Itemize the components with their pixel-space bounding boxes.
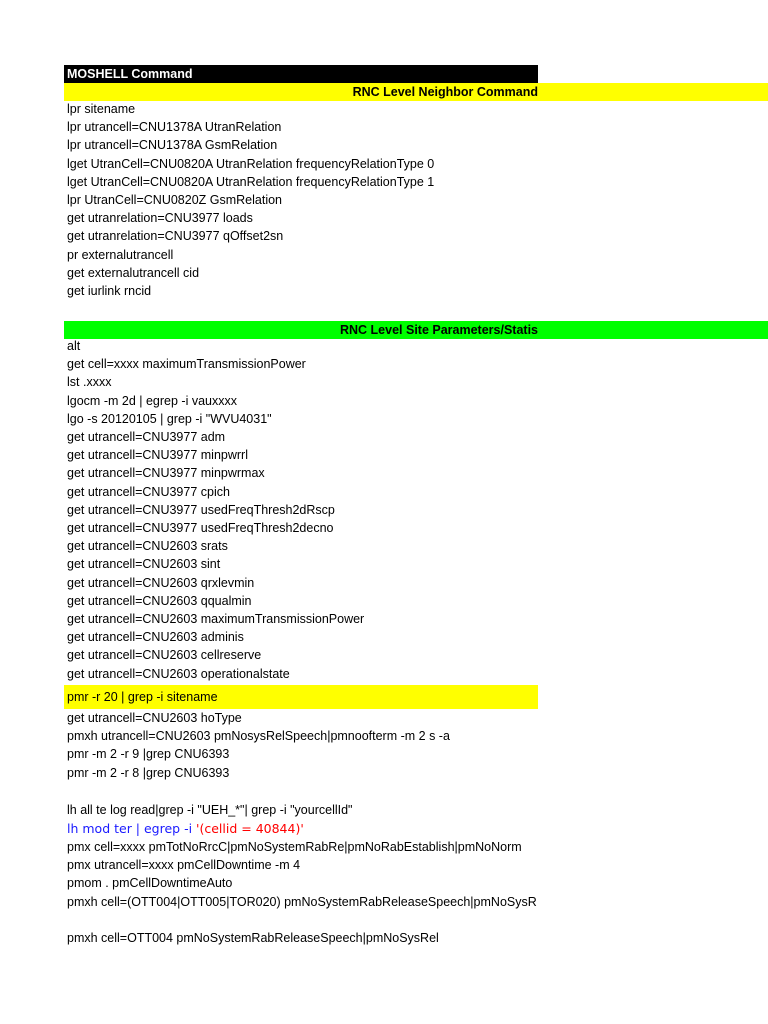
command-text: pmx utrancell=xxxx pmCellDowntime -m 4 (67, 858, 301, 873)
command-text: get utrancell=CNU2603 adminis (67, 630, 244, 645)
command-text: get utrancell=CNU2603 hoType (67, 711, 242, 725)
command-text: get utrancell=CNU2603 cellreserve (67, 648, 262, 663)
section-banner-site-params-label: RNC Level Site Parameters/Statis (339, 323, 538, 337)
command-row[interactable] (64, 446, 538, 464)
command-row[interactable] (64, 246, 538, 264)
command-row[interactable] (64, 501, 538, 519)
command-text: get utrancell=CNU3977 adm (67, 430, 226, 444)
command-text: pr externalutrancell (67, 247, 174, 262)
section-banner-neighbor-label: RNC Level Neighbor Command (352, 85, 538, 99)
command-text: get utrancell=CNU3977 cpich (67, 484, 230, 499)
command-text: pmxh cell=(OTT004|OTT005|TOR020) pmNoSystemRabReleaseSpeech|pmNoSysR (67, 894, 537, 909)
command-text: get cell=xxxx maximumTransmissionPower (67, 357, 306, 372)
command-row[interactable] (64, 592, 538, 610)
command-row[interactable] (64, 355, 538, 373)
command-row[interactable] (64, 136, 538, 154)
command-row[interactable] (64, 764, 538, 782)
command-row[interactable] (64, 264, 538, 282)
command-row[interactable] (64, 838, 538, 856)
command-text: get utrancell=CNU2603 qrxlevmin (67, 575, 255, 590)
command-row[interactable] (64, 893, 538, 911)
command-text: get utrancell=CNU3977 minpwrrl (67, 448, 248, 463)
command-row[interactable] (64, 155, 538, 173)
command-row[interactable] (64, 745, 538, 763)
highlighted-command-row[interactable] (64, 685, 538, 709)
command-row[interactable] (64, 428, 538, 446)
command-text: get utrancell=CNU3977 usedFreqThresh2dRscp (67, 502, 335, 517)
command-row[interactable] (64, 665, 538, 683)
command-row[interactable] (64, 483, 538, 501)
command-text: lgo -s 20120105 | grep -i "WVU4031" (67, 411, 272, 426)
command-row[interactable] (64, 410, 538, 428)
command-text: get utranrelation=CNU3977 loads (67, 211, 253, 226)
command-text: get utrancell=CNU2603 qqualmin (67, 593, 252, 608)
command-text: alt (67, 339, 81, 353)
last-command: pmxh cell=OTT004 pmNoSystemRabReleaseSpeech|pmNoSysRel (67, 931, 439, 945)
command-text: lst .xxxx (67, 375, 112, 390)
command-text: lpr utrancell=CNU1378A GsmRelation (67, 138, 278, 153)
command-row[interactable] (64, 227, 538, 245)
command-text: get iurlink rncid (67, 284, 152, 298)
command-row[interactable] (64, 537, 538, 555)
last-command-row[interactable] (64, 929, 538, 947)
command-text: lpr UtranCell=CNU0820Z GsmRelation (67, 193, 283, 207)
sheet-title[interactable]: MOSHELL Command (64, 65, 538, 83)
command-text: lpr utrancell=CNU1378A UtranRelation (67, 120, 282, 135)
command-text: get utrancell=CNU3977 minpwrmax (67, 466, 265, 481)
command-text: get utrancell=CNU2603 maximumTransmissionPower (67, 612, 365, 626)
highlighted-command: pmr -r 20 | grep -i sitename (67, 690, 218, 704)
command-text: pmr -m 2 -r 8 |grep CNU6393 (67, 765, 230, 780)
command-row[interactable] (64, 646, 538, 664)
blue-command-row[interactable] (64, 820, 538, 838)
command-text: pmom . pmCellDowntimeAuto (67, 876, 233, 891)
command-text: lget UtranCell=CNU0820A UtranRelation frequencyRelationType 0 (67, 156, 435, 171)
command-text: pmxh utrancell=CNU2603 pmNosysRelSpeech|pmnoofterm -m 2 s -a (67, 729, 450, 744)
blue-command-prefix: lh mod ter | egrep -i (67, 821, 197, 836)
command-row[interactable] (64, 191, 538, 209)
command-row[interactable] (64, 874, 538, 892)
command-text: get utrancell=CNU2603 srats (67, 539, 228, 554)
command-row[interactable] (64, 392, 538, 410)
command-row[interactable] (64, 519, 538, 537)
log-command-row[interactable] (64, 801, 538, 819)
command-text: lpr sitename (67, 102, 136, 116)
command-row[interactable] (64, 709, 538, 727)
command-text: get utrancell=CNU3977 usedFreqThresh2decno (67, 521, 334, 535)
command-text: pmx cell=xxxx pmTotNoRrcC|pmNoSystemRabRe|pmNoRabEstablish|pmNoNorm (67, 840, 522, 854)
command-text: pmr -m 2 -r 9 |grep CNU6393 (67, 747, 230, 762)
log-command: lh all te log read|grep -i "UEH_*"| grep -i "yourcellId" (67, 803, 353, 817)
command-row[interactable] (64, 209, 538, 227)
command-text: lget UtranCell=CNU0820A UtranRelation frequencyRelationType 1 (67, 174, 435, 189)
command-row[interactable] (64, 100, 538, 118)
command-row[interactable] (64, 464, 538, 482)
command-text: get utrancell=CNU2603 operationalstate (67, 666, 290, 681)
command-text: get utranrelation=CNU3977 qOffset2sn (67, 229, 284, 244)
command-row[interactable] (64, 727, 538, 745)
command-row[interactable] (64, 628, 538, 646)
blue-command-suffix: '(cellid = 40844)' (196, 821, 304, 836)
command-row[interactable] (64, 856, 538, 874)
command-row[interactable] (64, 337, 538, 355)
section-banner-neighbor[interactable] (64, 83, 768, 101)
command-row[interactable] (64, 610, 538, 628)
command-text: get externalutrancell cid (67, 265, 200, 280)
command-row[interactable] (64, 373, 538, 391)
command-row[interactable] (64, 118, 538, 136)
command-row[interactable] (64, 282, 538, 300)
command-row[interactable] (64, 574, 538, 592)
command-text: get utrancell=CNU2603 sint (67, 557, 221, 572)
command-row[interactable] (64, 173, 538, 191)
command-row[interactable] (64, 555, 538, 573)
command-text: lgocm -m 2d | egrep -i vauxxxx (67, 393, 237, 408)
